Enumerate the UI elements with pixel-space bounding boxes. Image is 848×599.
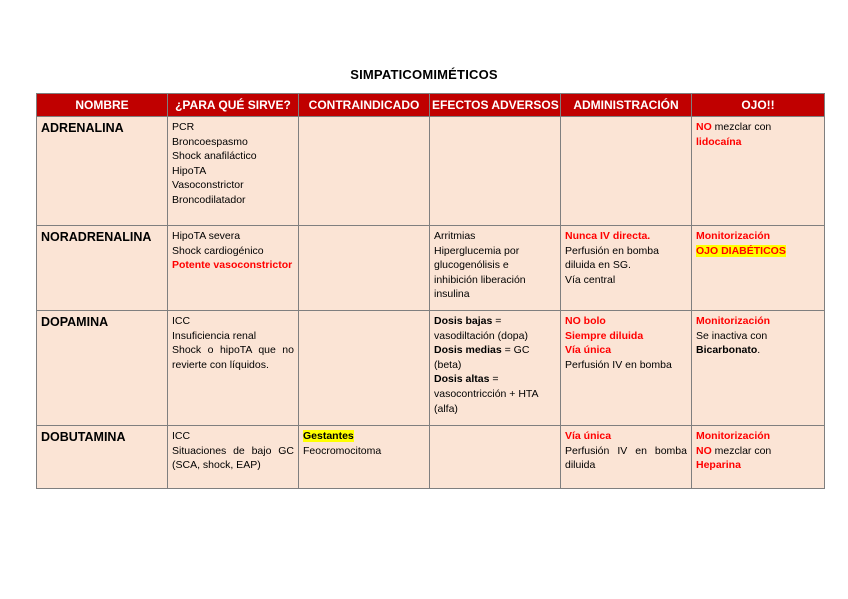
efecto-item: vasodiltación (dopa)	[434, 329, 528, 342]
ojo-item: Heparina	[696, 459, 741, 472]
admin-item: Perfusión IV en bomba	[565, 358, 672, 371]
efecto-item: inhibición liberación	[434, 273, 526, 286]
uso-item: Broncodilatador	[172, 193, 246, 206]
ojo-item: Bicarbonato.	[696, 344, 761, 357]
efectos-cell	[430, 311, 561, 426]
contra-item: Feocromocitoma	[303, 444, 382, 457]
efectos-cell	[430, 117, 561, 226]
header-efectos-adversos: EFECTOS ADVERSOS	[430, 94, 561, 117]
ojo-item: NO mezclar con	[696, 121, 772, 133]
efecto-item: (beta)	[434, 358, 462, 371]
uso-cell	[168, 226, 299, 311]
admin-item: diluida en SG.	[565, 259, 631, 272]
contra-cell	[299, 226, 430, 311]
efecto-item: Dosis altas =	[434, 373, 499, 386]
uso-item: Broncoespasmo	[172, 135, 248, 148]
uso-item: Shock cardiogénico	[172, 244, 264, 257]
ojo-cell	[692, 117, 825, 226]
admin-item: diluida	[565, 459, 596, 472]
admin-cell	[561, 226, 692, 311]
uso-cell	[168, 117, 299, 226]
highlight-gestantes: Gestantes	[303, 430, 354, 442]
admin-item: Perfusión IV en bomba	[565, 444, 687, 457]
uso-item: Insuficiencia renal	[172, 329, 257, 342]
ojo-item	[696, 244, 820, 259]
drug-name: NORADRENALINA	[37, 226, 168, 311]
header-nombre: NOMBRE	[37, 94, 168, 117]
uso-item: revierte con líquidos.	[172, 358, 269, 371]
table-row	[37, 311, 825, 426]
ojo-cell	[692, 426, 825, 489]
efecto-item: Arritmias	[434, 230, 476, 242]
admin-item: Vía única	[565, 344, 612, 357]
uso-item: Shock o hipoTA que no	[172, 344, 294, 357]
table-header-row	[37, 94, 825, 117]
efectos-cell	[430, 226, 561, 311]
admin-item: Vía central	[565, 273, 616, 286]
ojo-item: NO mezclar con	[696, 444, 772, 457]
contra-item	[303, 429, 425, 444]
efecto-item: (alfa)	[434, 402, 458, 415]
uso-item: Potente vasoconstrictor	[172, 259, 293, 272]
admin-item: Siempre diluida	[565, 329, 644, 342]
table-row	[37, 226, 825, 311]
efecto-item: vasocontricción + HTA	[434, 387, 539, 400]
uso-item: Shock anafiláctico	[172, 150, 257, 163]
ojo-cell	[692, 311, 825, 426]
uso-cell	[168, 311, 299, 426]
ojo-item: Monitorización	[696, 430, 771, 442]
admin-item: Perfusión en bomba	[565, 244, 659, 257]
table-row	[37, 426, 825, 489]
ojo-item: Se inactiva con	[696, 329, 768, 342]
efecto-item: Dosis medias = GC	[434, 344, 530, 357]
contra-cell	[299, 426, 430, 489]
admin-item: NO bolo	[565, 315, 606, 327]
drug-table	[36, 93, 825, 489]
header-para-que-sirve: ¿PARA QUÉ SIRVE?	[168, 94, 299, 117]
efecto-item: glucogenólisis e	[434, 259, 509, 272]
admin-cell	[561, 426, 692, 489]
header-administracion: ADMINISTRACIÓN	[561, 94, 692, 117]
highlight-diabeticos: OJO DIABÉTICOS	[696, 244, 786, 257]
drug-name: ADRENALINA	[37, 117, 168, 226]
uso-item: ICC	[172, 430, 191, 442]
table-row	[37, 117, 825, 226]
ojo-item: Monitorización	[696, 315, 771, 327]
admin-cell	[561, 311, 692, 426]
uso-item: HipoTA	[172, 164, 207, 177]
header-contraindicado: CONTRAINDICADO	[299, 94, 430, 117]
admin-cell	[561, 117, 692, 226]
efectos-cell	[430, 426, 561, 489]
contra-cell	[299, 117, 430, 226]
efecto-item: Dosis bajas =	[434, 315, 502, 327]
ojo-cell	[692, 226, 825, 311]
uso-item: ICC	[172, 315, 191, 327]
contra-cell	[299, 311, 430, 426]
ojo-item: lidocaína	[696, 135, 742, 148]
admin-item: Nunca IV directa.	[565, 230, 651, 242]
drug-name: DOBUTAMINA	[37, 426, 168, 489]
drug-name: DOPAMINA	[37, 311, 168, 426]
uso-item: Vasoconstrictor	[172, 179, 244, 192]
uso-cell	[168, 426, 299, 489]
page-title: SIMPATICOMIMÉTICOS	[350, 67, 498, 82]
efecto-item: insulina	[434, 288, 470, 301]
uso-item: (SCA, shock, EAP)	[172, 459, 261, 472]
uso-item: HipoTA severa	[172, 230, 241, 242]
uso-item: Situaciones de bajo GC	[172, 444, 294, 457]
header-ojo: OJO!!	[692, 94, 825, 117]
uso-item: PCR	[172, 121, 195, 133]
efecto-item: Hiperglucemia por	[434, 244, 520, 257]
ojo-item: Monitorización	[696, 230, 771, 242]
admin-item: Vía única	[565, 430, 612, 442]
